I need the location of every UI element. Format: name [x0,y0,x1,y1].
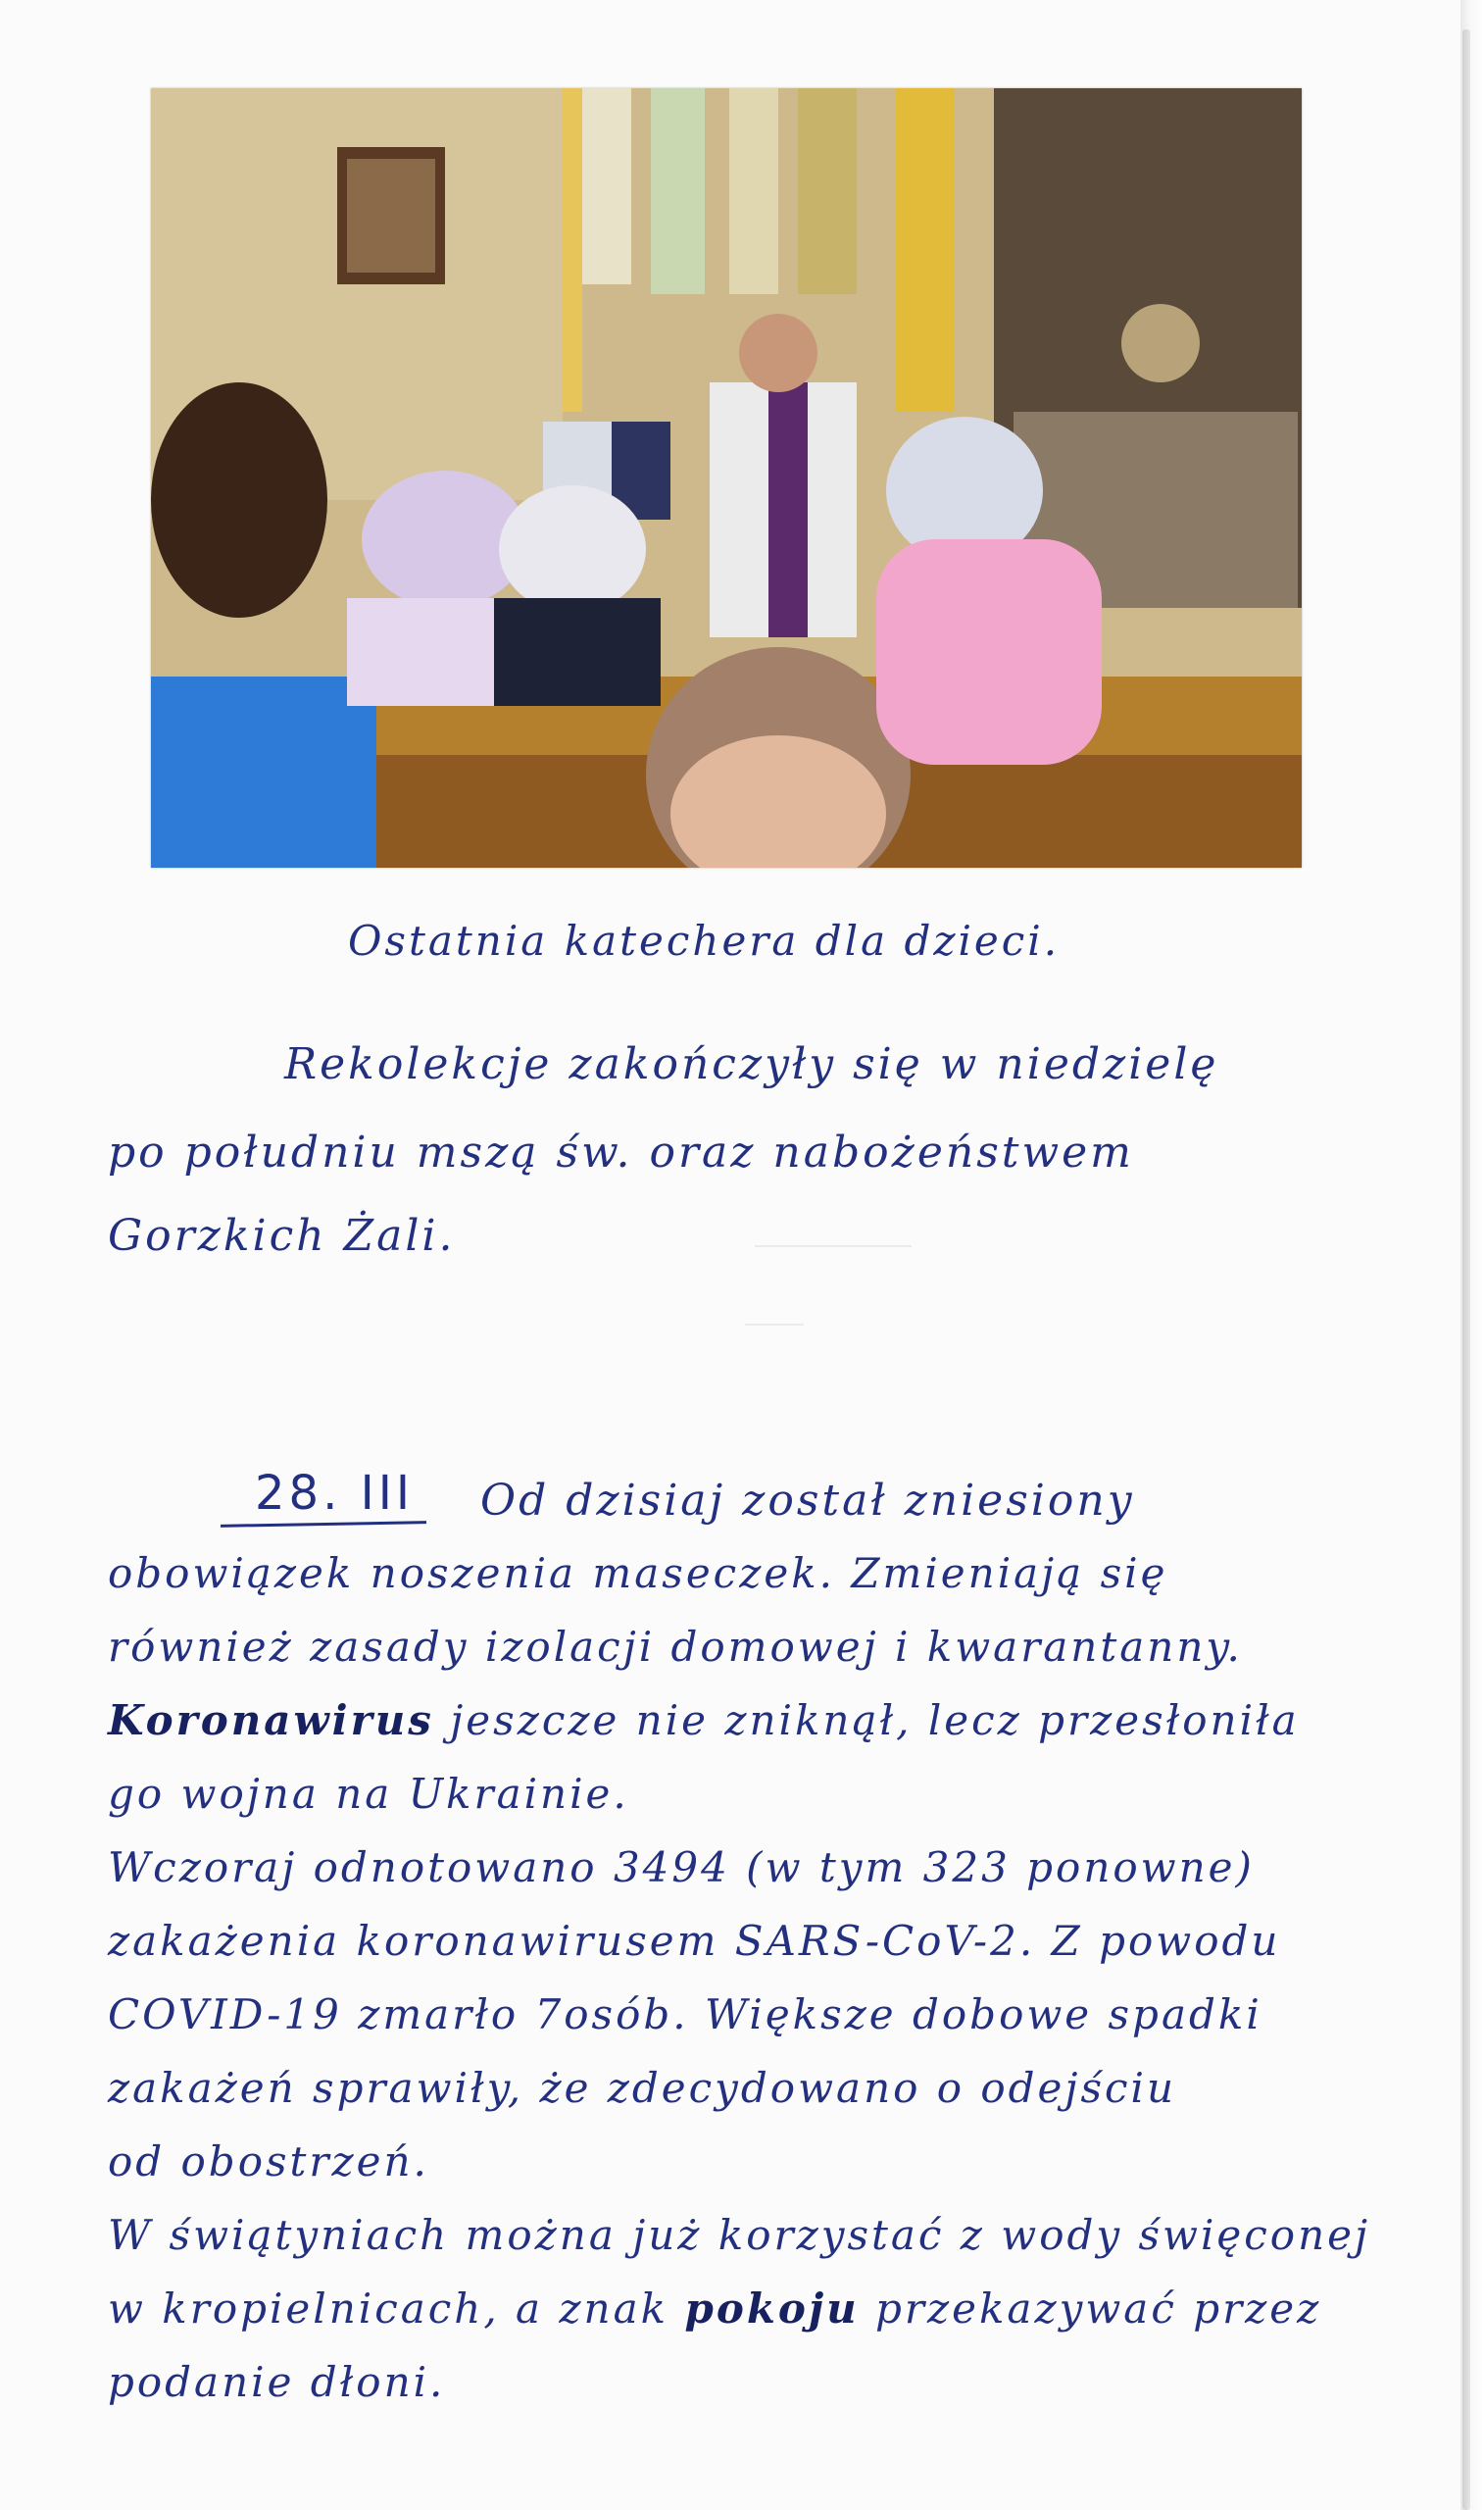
entry-line: W świątyniach można już korzystać z wody święconej [108,2211,1370,2259]
entry-line: od obostrzeń. [108,2137,429,2185]
paragraph-line: Gorzkich Żali. [108,1211,456,1261]
photo-caption: Ostatnia katechera dla dzieci. [348,917,1061,965]
entry-line: COVID-19 zmarło 7osób. Większe dobowe spadki [108,1990,1262,2038]
entry-line [108,2284,1321,2333]
entry-line-rest: jeszcze nie zniknął, lecz przesłoniła [433,1696,1300,1744]
faint-mark [755,1245,912,1247]
church-interior-photo-icon [151,88,1302,868]
entry-line [108,1696,1300,1744]
entry-line: Wczoraj odnotowano 3494 (w tym 323 ponowne) [108,1843,1255,1891]
entry-line: zakażeń sprawiły, że zdecydowano o odejściu [108,2064,1176,2112]
bold-word: Koronawirus [108,1696,434,1744]
entry-line-part: przekazywać przez [859,2284,1322,2333]
faint-mark [745,1324,804,1326]
entry-date: 28. III [255,1466,415,1521]
entry-line: zakażenia koronawirusem SARS-CoV-2. Z powodu [108,1917,1281,1965]
entry-line: go wojna na Ukrainie. [108,1770,629,1818]
church-interior-photo [151,88,1302,868]
paragraph-line: po południu mszą św. oraz nabożeństwem [108,1128,1134,1178]
entry-line-part: w kropielnicach, a znak [108,2284,685,2333]
entry-line: podanie dłoni. [108,2358,446,2406]
page-edge [1460,0,1484,2510]
entry-line: obowiązek noszenia maseczek. Zmieniają się [108,1549,1168,1597]
date-underline [221,1521,426,1528]
paragraph-line: Rekolekcje zakończyły się w niedzielę [284,1039,1219,1089]
bold-word: pokoju [684,2284,860,2333]
entry-line: Od dzisiaj został zniesiony [480,1476,1135,1526]
entry-line: również zasady izolacji domowej i kwarantanny. [108,1623,1243,1671]
